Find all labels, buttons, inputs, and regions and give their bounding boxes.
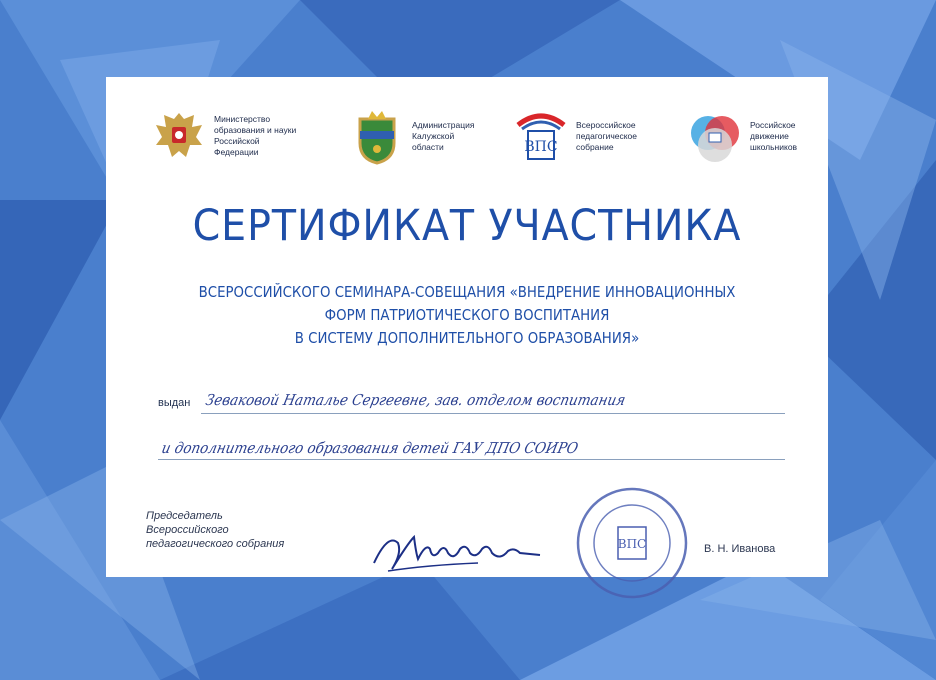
svg-text:ВПС: ВПС [617,537,647,551]
event-name-line: ВСЕРОССИЙСКОГО СЕМИНАРА-СОВЕЩАНИЯ «ВНЕДРЕНИЕ ИННОВАЦИОННЫХ [198,283,736,301]
logo-kaluga-line: Калужской [412,130,455,141]
certificate-title: СЕРТИФИКАТ УЧАСТНИКА [192,201,742,251]
logo-vps-line: педагогическое [576,130,637,141]
chair-title [146,509,284,551]
logo-kaluga [346,101,498,171]
certificate-card [106,77,828,577]
recipient-handwritten: Зеваковой Наталье Сергеевне, зав. отделом воспитания [204,391,628,409]
recipient-handwritten: и дополнительного образования детей ГАУ ДПО СОИРО [160,439,580,457]
logo-kaluga-line: Администрация [412,119,475,130]
chair-title-line: Всероссийского [146,524,229,536]
event-name-line: В СИСТЕМУ ДОПОЛНИТЕЛЬНОГО ОБРАЗОВАНИЯ» [294,329,640,347]
logo-ministry-line: образования и науки [214,125,297,135]
vps-logo-icon [510,105,572,167]
logo-kaluga-line: области [412,141,444,152]
recipient-underline [201,413,785,414]
svg-text:ВПС: ВПС [524,139,558,155]
kaluga-coat-of-arms-icon [346,105,408,167]
chair-title-line: Председатель [146,510,223,522]
chair-title-line: педагогического собрания [146,538,285,550]
logo-rdsh-line: движение [750,130,789,141]
event-name-line: ФОРМ ПАТРИОТИЧЕСКОГО ВОСПИТАНИЯ [324,306,610,324]
signature [368,513,548,583]
logo-rdsh-line: Российское [750,119,796,130]
logo-vps [510,101,662,171]
rdsh-logo-icon [684,105,746,167]
logo-rdsh [684,101,836,171]
issued-label: выдан [158,397,191,409]
logo-vps-line: собрание [576,141,614,152]
russian-eagle-emblem-icon [148,105,210,167]
logo-ministry-line: Российской Федерации [214,136,260,157]
logo-vps-line: Всероссийское [576,119,636,130]
logo-rdsh-line: школьников [750,141,798,152]
signatory-name: В. Н. Иванова [704,543,776,555]
logo-ministry [148,101,300,171]
logo-ministry-line: Министерство [214,114,271,124]
recipient-underline [158,459,785,460]
organization-stamp [574,485,690,601]
